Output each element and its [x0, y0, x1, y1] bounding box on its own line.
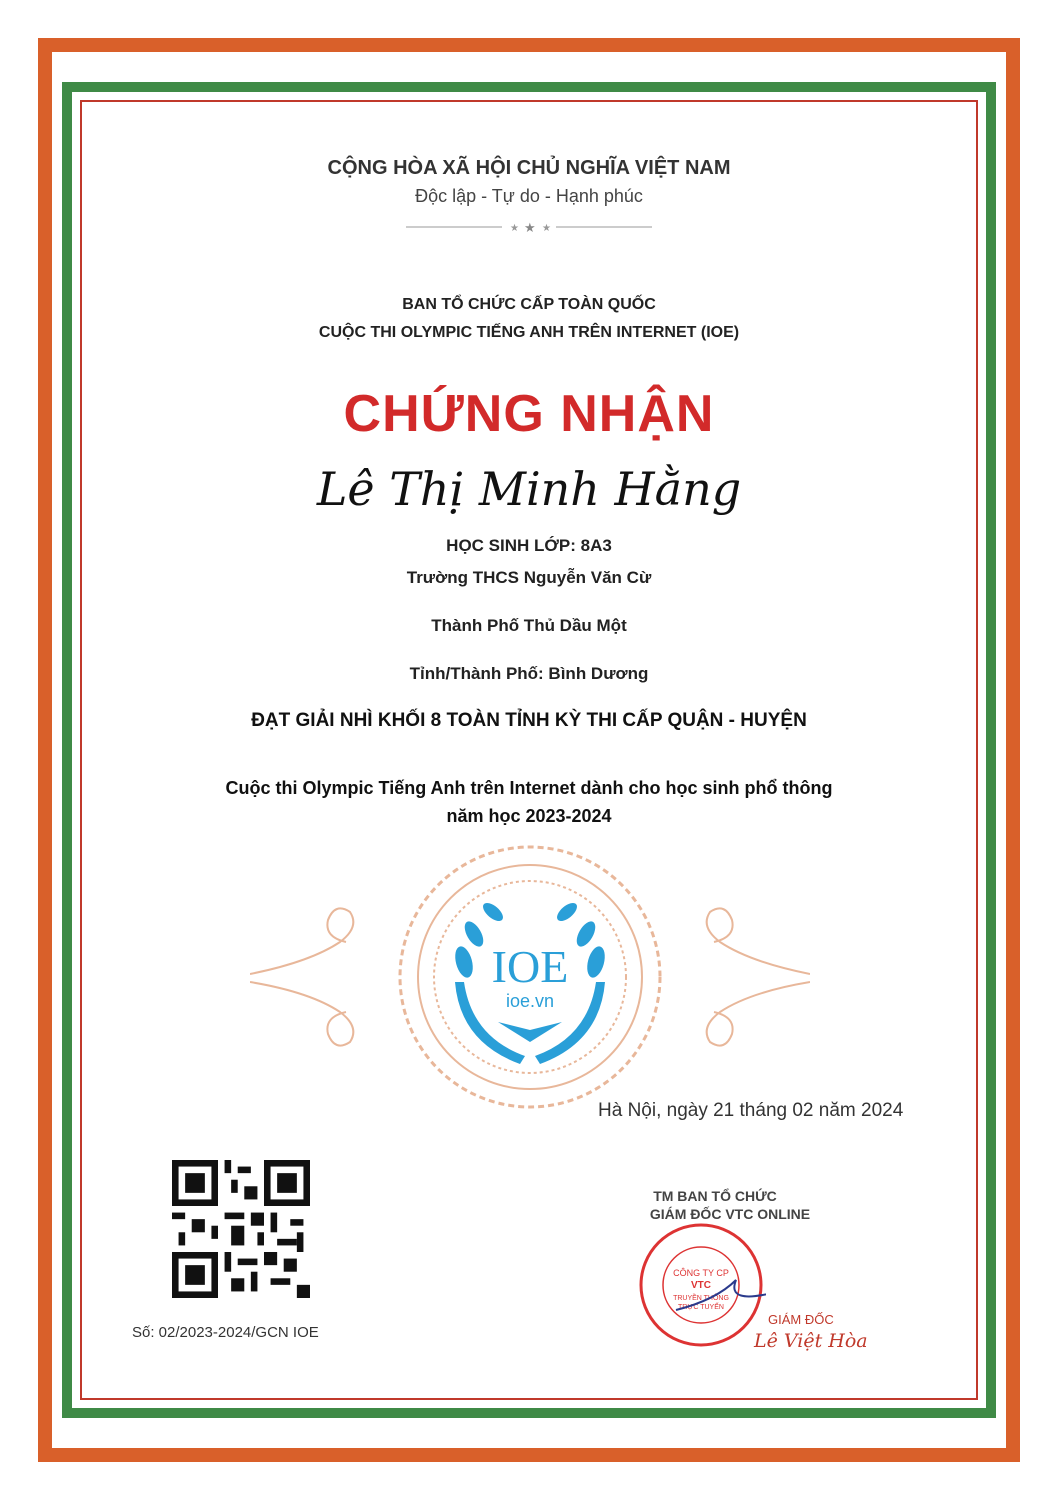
svg-text:TRUYỀN THÔNG: TRUYỀN THÔNG: [673, 1295, 729, 1302]
province-line: Tỉnh/Thành Phố: Bình Dương: [409, 664, 649, 683]
country-name: CỘNG HÒA XÃ HỘI CHỦ NGHĨA VIỆT NAM: [327, 157, 731, 179]
svg-text:★: ★: [524, 222, 536, 232]
contest-line-1: Cuộc thi Olympic Tiếng Anh trên Internet dành cho học sinh phổ thông: [225, 778, 833, 798]
signer-title: GIÁM ĐỐC: [768, 1312, 834, 1327]
issue-date: Hà Nội, ngày 21 tháng 02 năm 2024: [598, 1100, 904, 1121]
ioe-logo-sub: ioe.vn: [505, 991, 555, 1011]
company-stamp: [636, 1220, 766, 1350]
class-line: HỌC SINH LỚP: 8A3: [446, 536, 612, 555]
award-line: ĐẠT GIẢI NHÌ KHỐI 8 TOÀN TỈNH KỲ THI CẤP QUẬN - HUYỆN: [251, 710, 807, 731]
svg-text:VTC: VTC: [691, 1280, 711, 1291]
signature-line-1: TM BAN TỔ CHỨC: [653, 1188, 777, 1204]
ioe-logo-text: IOE: [491, 941, 569, 992]
svg-text:★: ★: [510, 223, 519, 232]
city-name: Thành Phố Thủ Dầu Một: [431, 616, 627, 635]
organizer-line-1: BAN TỔ CHỨC CẤP TOÀN QUỐC: [402, 296, 656, 313]
svg-text:CÔNG TY CP: CÔNG TY CP: [673, 1268, 729, 1278]
contest-line-2: năm học 2023-2024: [446, 806, 612, 826]
organizer-line-2: CUỘC THI OLYMPIC TIẾNG ANH TRÊN INTERNET (IOE): [318, 324, 740, 341]
recipient-name: Lê Thị Minh Hằng: [316, 462, 742, 516]
school-name: Trường THCS Nguyễn Văn Cừ: [406, 568, 652, 587]
serial-number: Số: 02/2023-2024/GCN IOE: [132, 1324, 319, 1341]
national-motto: Độc lập - Tự do - Hạnh phúc: [415, 186, 643, 206]
signer-name: Lê Việt Hòa: [754, 1330, 868, 1352]
svg-text:★: ★: [542, 223, 551, 232]
certificate-title: CHỨNG NHẬN: [343, 385, 715, 443]
ioe-emblem: [250, 842, 810, 1112]
star-divider: [406, 222, 652, 232]
svg-text:TRỰC TUYẾN: TRỰC TUYẾN: [678, 1304, 724, 1311]
signature-line-2: GIÁM ĐỐC VTC ONLINE: [649, 1206, 811, 1222]
qr-code[interactable]: [172, 1160, 310, 1298]
